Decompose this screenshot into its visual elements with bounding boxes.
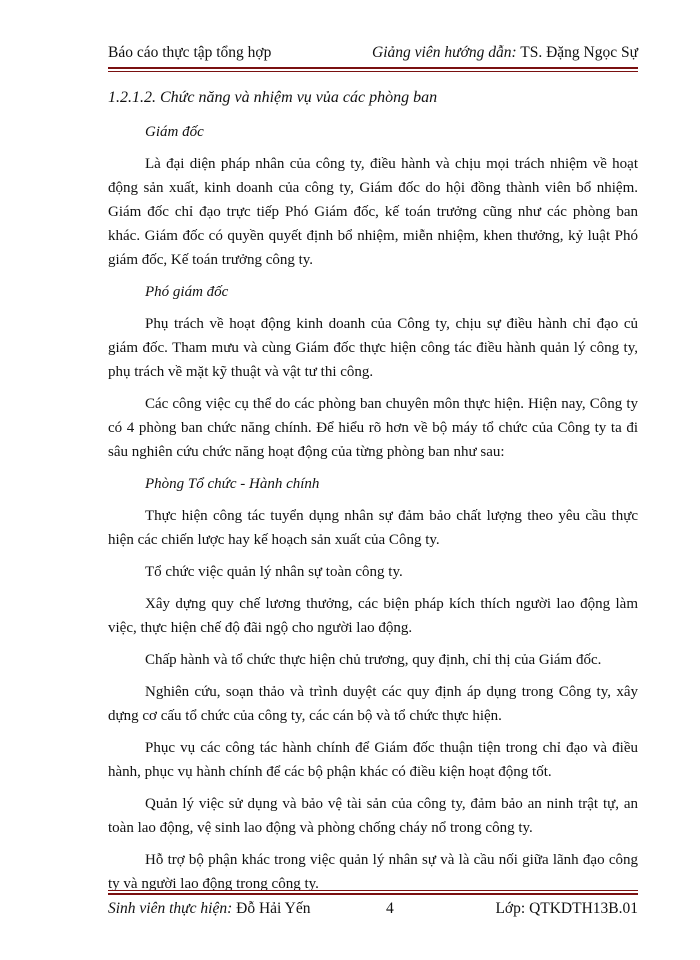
section-title: 1.2.1.2. Chức năng và nhiệm vụ vủa các phòng ban: [108, 89, 438, 106]
header-rule-thick: [108, 67, 638, 69]
header-supervisor: [372, 44, 638, 62]
paragraph: Chấp hành và tổ chức thực hiện chủ trương, quy định, chỉ thị của Giám đốc.: [145, 652, 602, 668]
paragraph: Quản lý việc sử dụng và bảo vệ tài sản của công ty, đảm bảo an ninh trật tự, an toàn lao động, vệ sinh lao động và phòng chống cháy nổ trong công ty.: [108, 796, 638, 836]
paragraph: Phụ trách về hoạt động kinh doanh của Công ty, chịu sự điều hành chỉ đạo củ giám đốc. Tham mưu và cùng Giám đốc thực hiện công tác điều hành quản lý công ty, phụ trách về mặt kỹ thuật và vật tư thi công.: [108, 316, 638, 380]
paragraph: Hỗ trợ bộ phận khác trong việc quản lý nhân sự và là cầu nối giữa lãnh đạo công ty và người lao động trong công ty.: [108, 852, 638, 892]
subhead-admin-department: Phòng Tổ chức - Hành chính: [145, 476, 320, 492]
paragraph: Là đại diện pháp nhân của công ty, điều hành và chịu mọi trách nhiệm về hoạt động sản xuất, kinh doanh của công ty, Giám đốc do hội đồng thành viên bổ nhiệm. Giám đốc chỉ đạo trực tiếp Phó Giám đốc, kế toán trưởng cũng như các phòng ban khác. Giám đốc có quyền quyết định bổ nhiệm, miễn nhiệm, khen thưởng, kỷ luật Phó giám đốc, Kế toán trưởng công ty.: [108, 156, 638, 268]
paragraph: Các công việc cụ thể do các phòng ban chuyên môn thực hiện. Hiện nay, Công ty có 4 phòng ban chức năng chính. Để hiểu rõ hơn về bộ máy tổ chức của Công ty ta đi sâu nghiên cứu chức năng hoạt động của từng phòng ban như sau:: [108, 396, 638, 460]
header-supervisor-label: Giảng viên hướng dẫn:: [372, 44, 517, 61]
page-header: [108, 40, 638, 62]
paragraph: Nghiên cứu, soạn thảo và trình duyệt các quy định áp dụng trong Công ty, xây dựng cơ cấu tổ chức của công ty, các cán bộ và tổ chức thực hiện.: [108, 684, 638, 724]
page-number: 4: [386, 900, 394, 917]
footer-student-label: Sinh viên thực hiện:: [108, 900, 233, 917]
footer-student-name: Đỗ Hải Yến: [232, 900, 311, 917]
footer-class: Lớp: QTKDTH13B.01: [495, 900, 638, 917]
footer-rule-thin: [108, 890, 638, 891]
subhead-deputy-director: Phó giám đốc: [145, 284, 229, 300]
subhead-director: Giám đốc: [145, 124, 204, 140]
paragraph: Phục vụ các công tác hành chính để Giám đốc thuận tiện trong chỉ đạo và điều hành, phục vụ hành chính để các bộ phận khác có điều kiện hoạt động tốt.: [108, 740, 638, 780]
page-body: [108, 86, 638, 904]
footer-student: [108, 900, 310, 918]
header-report-title: Báo cáo thực tập tổng hợp: [108, 44, 272, 61]
paragraph: Xây dựng quy chế lương thưởng, các biện pháp kích thích người lao động làm việc, thực hiện chế độ đãi ngộ cho người lao động.: [108, 596, 638, 636]
paragraph: Thực hiện công tác tuyển dụng nhân sự đảm bảo chất lượng theo yêu cầu thực hiện các chiến lược hay kế hoạch sản xuất của Công ty.: [108, 508, 638, 548]
header-rule-thin: [108, 71, 638, 72]
paragraph: Tổ chức việc quản lý nhân sự toàn công ty.: [145, 564, 403, 580]
header-supervisor-name: TS. Đặng Ngọc Sự: [516, 44, 638, 61]
footer-rule-thick: [108, 893, 638, 895]
